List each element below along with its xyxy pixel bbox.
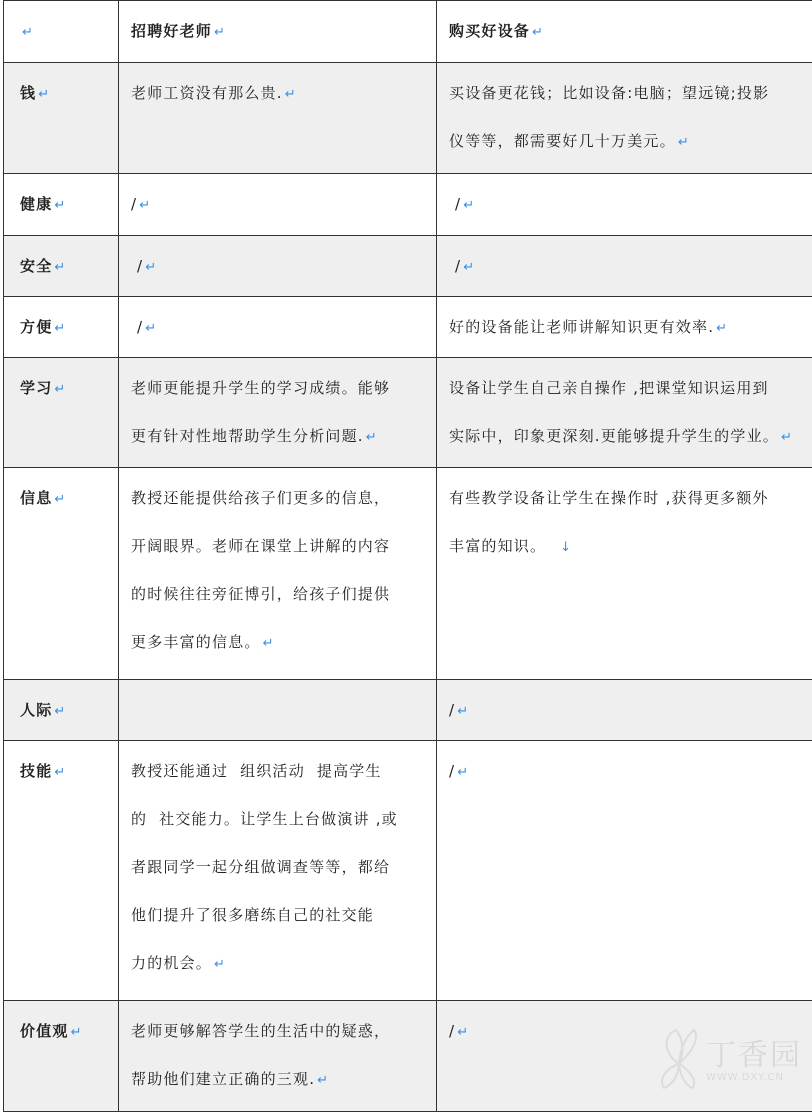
row-label: 技能 [20,762,53,780]
row-label: 人际 [20,701,53,719]
cell-line: 力的机会。 [131,954,213,972]
row-label: 钱 [20,84,37,102]
row-label: 安全 [20,257,53,275]
row-values [4,1001,812,1112]
cell-line: / [449,1022,456,1040]
return-mark-icon: ↵ [145,321,158,336]
row-label: 学习 [20,379,53,397]
cell-line: 好的设备能让老师讲解知识更有效率. [449,318,715,336]
return-mark-icon: ↵ [54,260,67,275]
return-mark-icon: ↵ [54,198,67,213]
return-mark-icon: ↵ [463,260,476,275]
cell-text: / [136,257,144,275]
cell-text: / [136,318,144,336]
return-mark-icon: ↵ [317,1073,330,1088]
header-teacher-label: 招聘好老师 [131,22,213,40]
return-mark-icon: ↵ [54,704,67,719]
row-label: 价值观 [20,1022,69,1040]
return-mark-icon: ↵ [54,321,67,336]
return-mark-icon: ↵ [780,430,794,445]
cell-line: 者跟同学一起分组做调查等等，都给 [131,858,391,876]
cell-line: 丰富的知识。 [449,537,547,555]
return-mark-icon: ↵ [262,636,275,651]
row-label: 信息 [20,489,53,507]
cell-line: 老师更能提升学生的学习成绩。能够 [131,379,391,397]
return-mark-icon: ↵ [457,765,470,780]
cell-line: 的时候往往旁征博引，给孩子们提供 [131,585,391,603]
cell-line: 买设备更花钱；比如设备:电脑；望远镜;投影 [449,84,770,102]
return-mark-icon: ↵ [38,87,51,102]
cell-line: 帮助他们建立正确的三观. [131,1070,316,1088]
cell-line: 设备让学生自己亲自操作 ,把课堂知识运用到 [449,379,769,397]
return-mark-icon: ↵ [532,25,545,40]
cell-line: / [449,701,456,719]
return-mark-icon: ↵ [22,25,35,40]
return-mark-icon: ↵ [677,135,690,150]
return-mark-icon: ↵ [70,1025,83,1040]
cell-line: 的 社交能力。让学生上台做演讲 ,或 [131,810,398,828]
cell-line: 有些教学设备让学生在操作时 ,获得更多额外 [449,489,769,507]
row-health [4,174,812,236]
row-label: 方便 [20,318,53,336]
header-cell-empty [4,1,119,63]
row-money [4,63,812,174]
row-interpersonal [4,680,812,741]
cell-line: 他们提升了很多磨练自己的社交能 [131,906,375,924]
cell-line: 更有针对性地帮助学生分析问题. [131,427,364,445]
cell-line: 教授还能提供给孩子们更多的信息， [131,489,391,507]
return-mark-icon: ↵ [463,198,476,213]
return-mark-icon: ↵ [54,382,67,397]
return-mark-icon: ↵ [145,260,158,275]
cell-text: 老师工资没有那么贵. [131,84,283,102]
cell-text: / [131,195,138,213]
cell-line: / [449,762,456,780]
header-equipment-label: 购买好设备 [449,22,531,40]
return-mark-icon: ↵ [214,957,227,972]
row-study [4,358,812,468]
header-cell-teacher [119,1,437,63]
return-mark-icon: ↵ [54,492,67,507]
row-label: 健康 [20,195,53,213]
header-row [4,1,812,63]
return-mark-icon: ↵ [214,25,227,40]
return-mark-icon: ↵ [457,1025,470,1040]
header-cell-equipment [437,1,812,63]
return-mark-icon: ↵ [716,321,729,336]
return-mark-icon: ↵ [365,430,378,445]
return-mark-icon: ↵ [139,198,152,213]
cell-line: 仪等等，都需要好几十万美元。 [449,132,676,150]
cell-line: / [454,195,462,213]
row-safety [4,236,812,297]
cell-line: 教授还能通过 组织活动 提高学生 [131,762,382,780]
cell-line: / [454,257,462,275]
return-mark-icon: ↵ [284,87,297,102]
cell-line: 实际中，印象更深刻.更能够提升学生的学业。 [449,427,779,445]
row-convenience [4,297,812,358]
cell-line: 开阔眼界。老师在课堂上讲解的内容 [131,537,391,555]
cell-line: 老师更够解答学生的生活中的疑惑， [131,1022,391,1040]
row-skills [4,741,812,1001]
row-information [4,468,812,680]
comparison-table [3,0,812,1112]
arrow-down-mark-icon: ↓ [560,540,573,555]
return-mark-icon: ↵ [54,765,67,780]
cell-line: 更多丰富的信息。 [131,633,261,651]
return-mark-icon: ↵ [457,704,470,719]
